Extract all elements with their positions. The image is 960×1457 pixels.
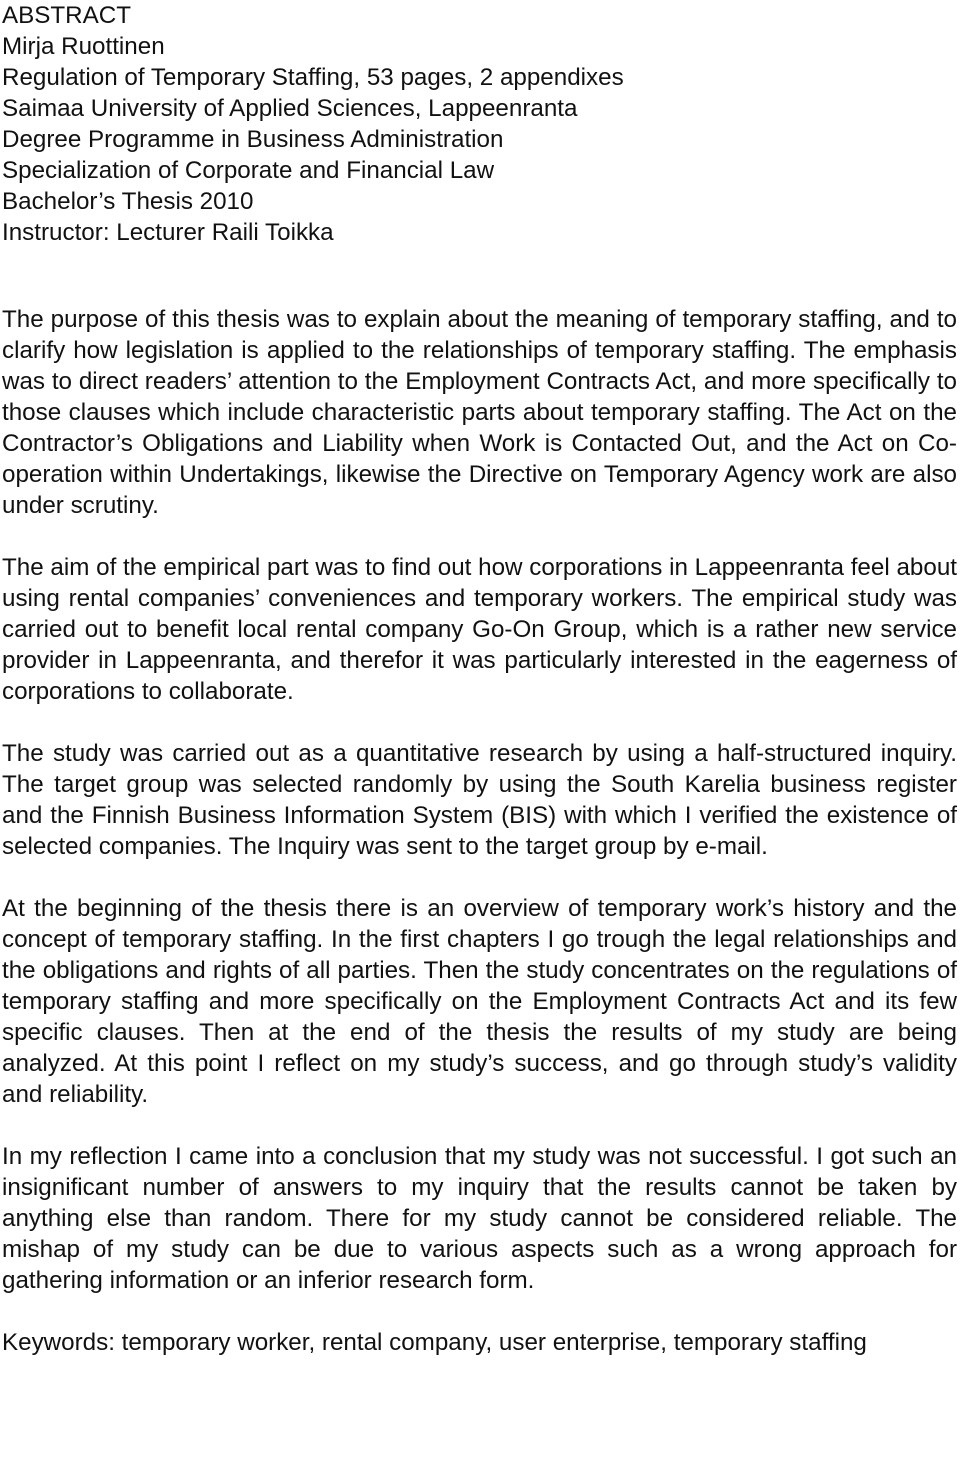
keywords-line: Keywords: temporary worker, rental company, user enterprise, temporary staffing [2,1329,867,1356]
specialization-line: Specialization of Corporate and Financial Law [2,157,495,184]
author-name: Mirja Ruottinen [2,33,165,60]
instructor-line: Instructor: Lecturer Raili Toikka [2,219,334,246]
thesis-type-line: Bachelor’s Thesis 2010 [2,188,254,215]
thesis-title-line: Regulation of Temporary Staffing, 53 pages, 2 appendixes [2,64,624,91]
header-block [2,0,957,248]
degree-programme-line: Degree Programme in Business Administration [2,126,504,153]
abstract-paragraph-empirical-aim: The aim of the empirical part was to find out how corporations in Lappeenranta feel about using rental companies’ conveniences and temporary workers. The empirical study was carried out to benefit local rental company Go-On Group, which is a rather new service provider in Lappeenranta, and therefor it was particularly interested in the eagerness of corporations to collaborate. [2,554,957,705]
abstract-paragraph-reflection: In my reflection I came into a conclusion that my study was not successful. I got such an insignificant number of answers to my inquiry that the results cannot be taken by anything else than random. There for my study cannot be considered reliable. The mishap of my study can be due to various aspects such as a wrong approach for gathering information or an inferior research form. [2,1143,957,1294]
abstract-heading: ABSTRACT [2,2,132,29]
abstract-paragraph-method: The study was carried out as a quantitative research by using a half-structured inquiry. The target group was selected randomly by using the South Karelia business register and the Finnish Business Information System (BIS) with which I verified the existence of selected companies. The Inquiry was sent to the target group by e-mail. [2,740,957,860]
abstract-paragraph-structure: At the beginning of the thesis there is an overview of temporary work’s history and the concept of temporary staffing. In the first chapters I go trough the legal relationships and the obligations and rights of all parties. Then the study concentrates on the regulations of temporary staffing and more specifically on the Employment Contracts Act and its few specific clauses. Then at the end of the thesis the results of my study are being analyzed. At this point I reflect on my study’s success, and go through study’s validity and reliability. [2,895,957,1108]
institution-line: Saimaa University of Applied Sciences, Lappeenranta [2,95,578,122]
abstract-page [2,0,957,1358]
abstract-paragraph-purpose: The purpose of this thesis was to explain about the meaning of temporary staffing, and to clarify how legislation is applied to the relationships of temporary staffing. The emphasis was to direct readers’ attention to the Employment Contracts Act, and more specifically to those clauses which include characteristic parts about temporary staffing. The Act on the Contractor’s Obligations and Liability when Work is Contacted Out, and the Act on Co-operation within Undertakings, likewise the Directive on Temporary Agency work are also under scrutiny. [2,306,957,519]
